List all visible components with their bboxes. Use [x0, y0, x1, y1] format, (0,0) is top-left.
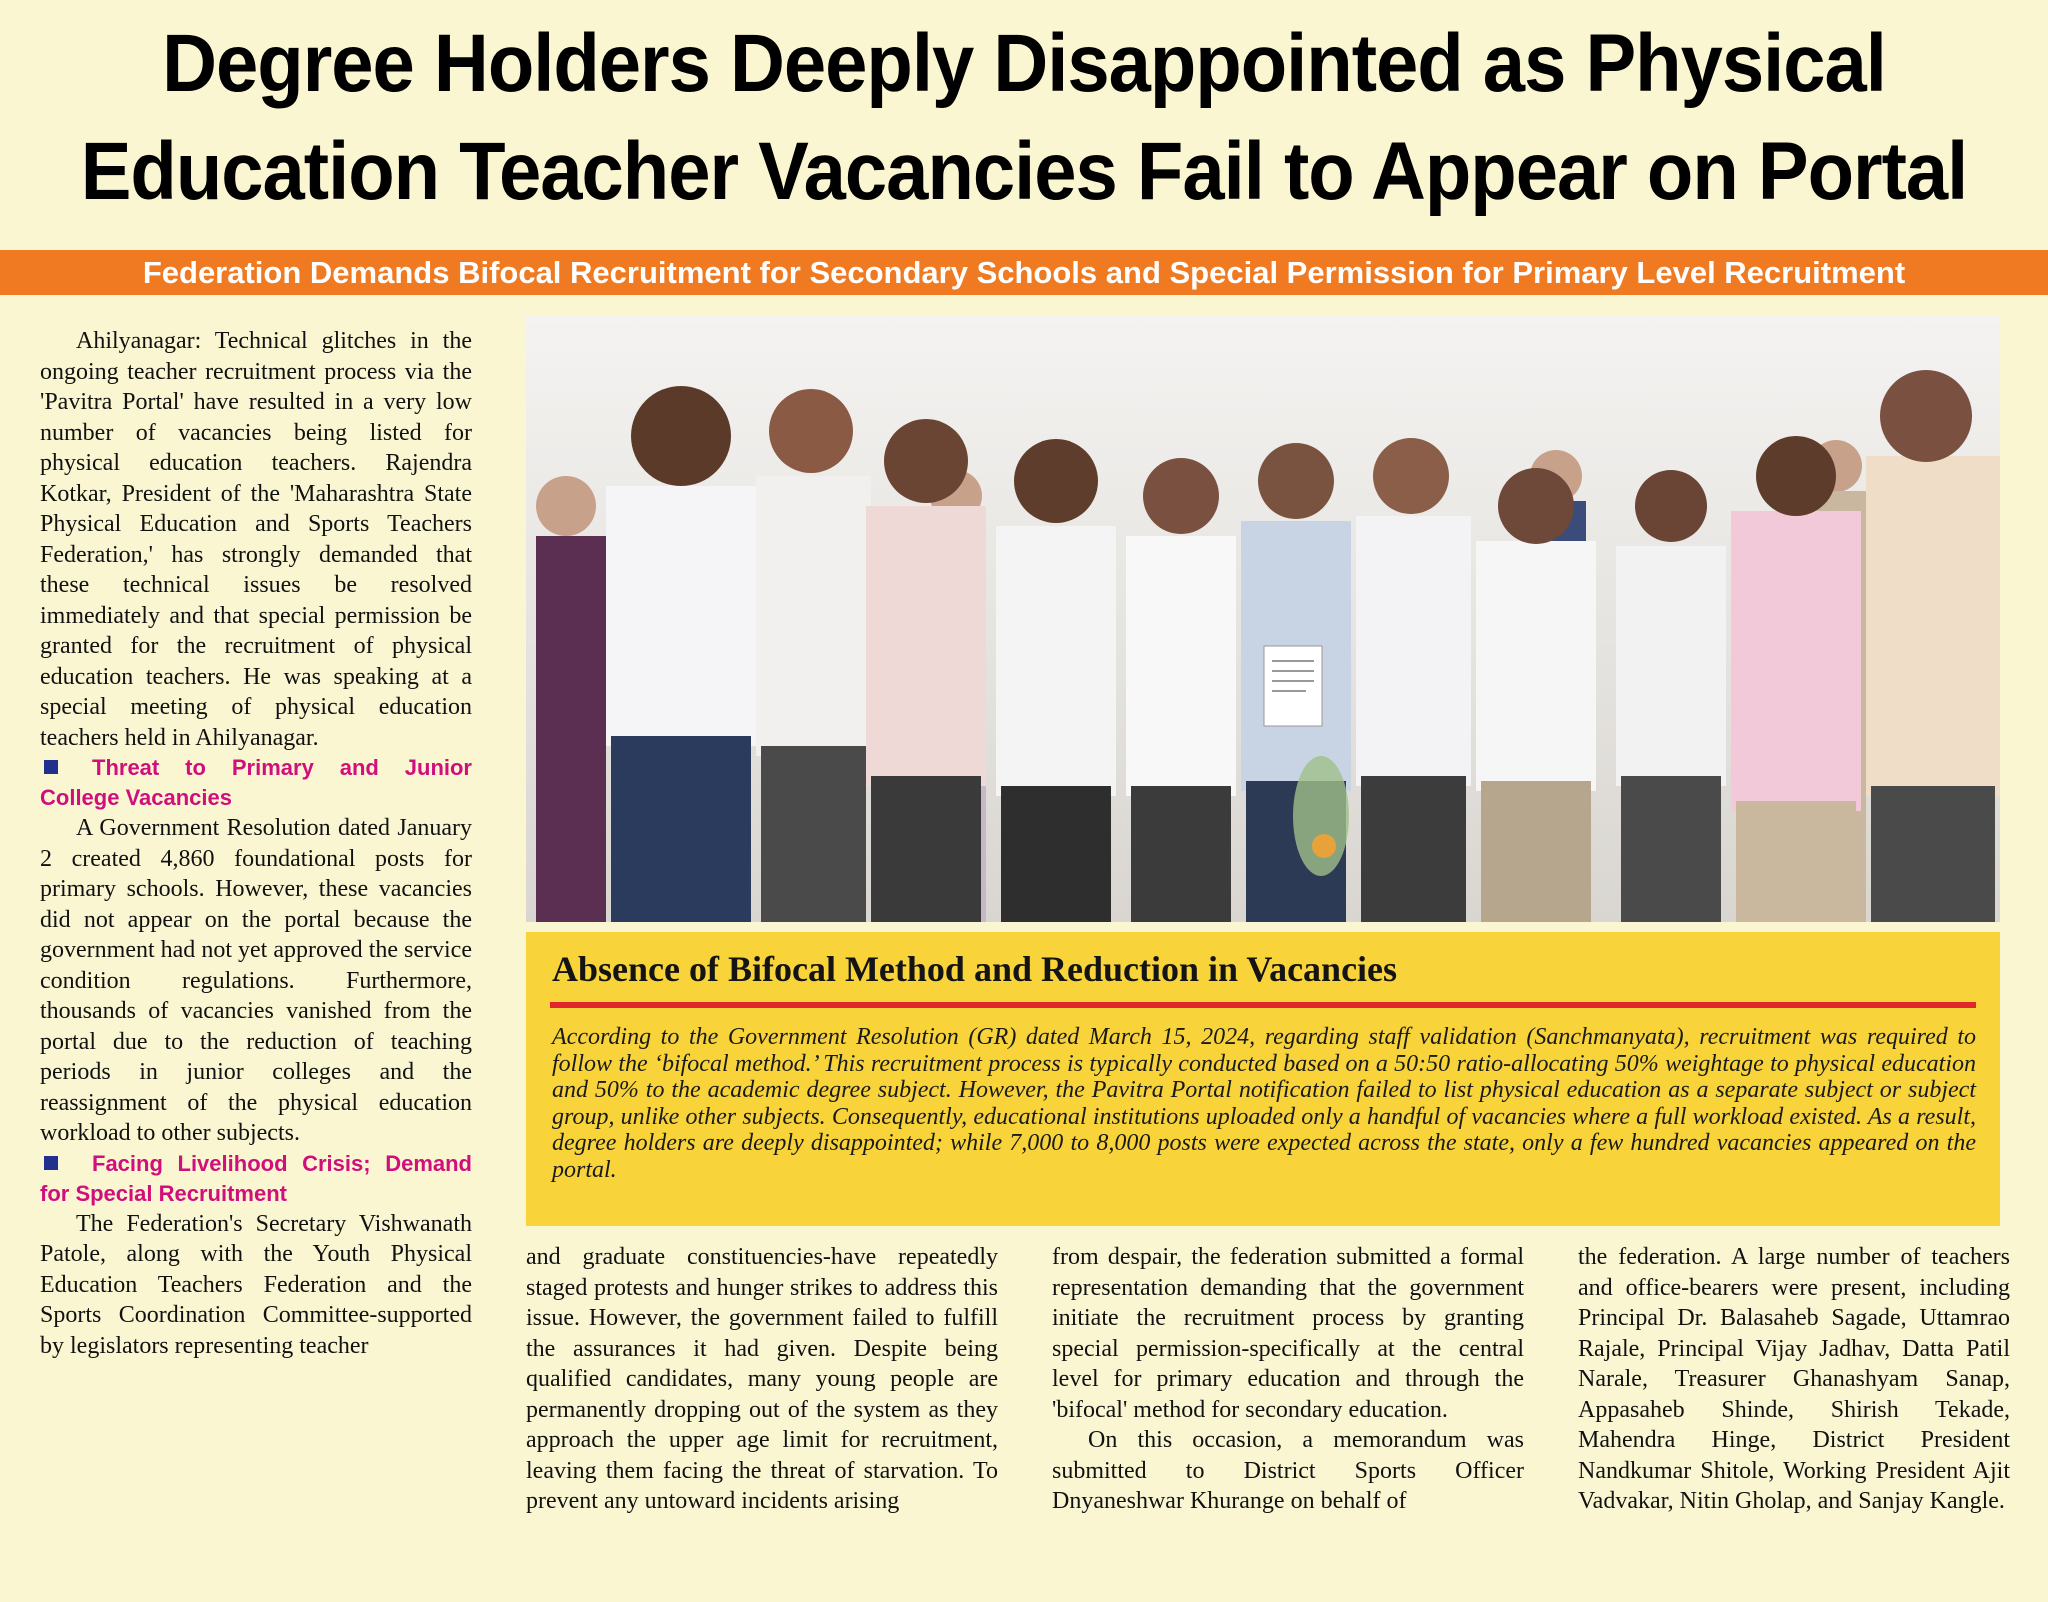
subheadline-bar: [0, 250, 2048, 295]
section-2-heading: [40, 1149, 472, 1209]
memorandum-paragraph-part-1: On this occasion, a memorandum was submitted to District Sports Officer Dnyaneshwar Khurange on behalf of: [1052, 1427, 1524, 1514]
section-2-heading-text: Facing Livelihood Crisis; Demand for Special Recruitment: [40, 1150, 472, 1206]
square-bullet-icon: [44, 760, 58, 774]
section-2-paragraph-part-3: from despair, the federation submitted a formal representation demanding that the government initiate the recruitment process by granting special permission-specifically at the central level for primary education and through the 'bifocal' method for secondary education.: [1052, 1244, 1524, 1423]
article-column-3: [1052, 1242, 1524, 1517]
subheadline: Federation Demands Bifocal Recruitment for Secondary Schools and Special Permission for Primary Level Recruitment: [142, 254, 1906, 290]
section-2-paragraph-part-1: The Federation's Secretary Vishwanath Patole, along with the Youth Physical Education Teachers Federation and the Sports Coordination Committee-supported by legislators representing teacher: [40, 1210, 472, 1359]
headline: [10, 10, 2038, 226]
section-2-paragraph-part-2: and graduate constituencies-have repeatedly staged protests and hunger strikes to address this issue. However, the government failed to fulfill the assurances it had given. Despite being qualified candidates, many young people are permanently dropping out of the system as they approach the upper age limit for recruitment, leaving them facing the threat of starvation. To prevent any untoward incidents arising: [526, 1244, 998, 1514]
sidebar-box-body: According to the Government Resolution (GR) dated March 15, 2024, regarding staff validation (Sanchmanyata), recruitment was required to follow the ‘bifocal method.’ This recruitment process is typically conducted based on a 50:50 ratio-allocating 50% weightage to physical education and 50% to the academic degree subject. However, the Pavitra Portal notification failed to list physical education as a separate subject or subject group, unlike other subjects. Consequently, educational institutions uploaded only a handful of vacancies where a full workload existed. As a result, degree holders are deeply disappointed; while 7,000 to 8,000 posts were expected across the state, only a few hundred vacancies appeared on the portal.: [552, 1024, 1976, 1183]
headline-line-1: Degree Holders Deeply Disappointed as Physical: [162, 17, 1886, 110]
article-column-4: [1578, 1242, 2010, 1517]
sidebar-box-title: Absence of Bifocal Method and Reduction in Vacancies: [552, 949, 1398, 989]
section-1-paragraph: A Government Resolution dated January 2 created 4,860 foundational posts for primary schools. However, these vacancies did not appear on the portal because the government had not yet approved the service condition regulations. Furthermore, thousands of vacancies vanished from the portal due to the reduction of teaching periods in junior colleges and the reassignment of the physical education workload to other subjects.: [40, 815, 472, 1146]
intro-paragraph: Ahilyanagar: Technical glitches in the ongoing teacher recruitment process via the 'Pavitra Portal' have resulted in a very low number of vacancies being listed for physical education teachers. Rajendra Kotkar, President of the 'Maharashtra State Physical Education and Sports Teachers Federation,' has strongly demanded that these technical issues be resolved immediately and that special permission be granted for the recruitment of physical education teachers. He was speaking at a special meeting of physical education teachers held in Ahilyanagar.: [40, 328, 472, 751]
square-bullet-icon: [44, 1156, 58, 1170]
article-column-1: [40, 326, 472, 1361]
memorandum-paragraph-part-2: the federation. A large number of teachers and office-bearers were present, including Principal Dr. Balasaheb Sagade, Uttamrao Rajale, Principal Vijay Jadhav, Datta Patil Narale, Treasurer Ghanashyam Sanap, Appasaheb Shinde, Shirish Tekade, Mahendra Hinge, District President Nandkumar Shitole, Working President Ajit Vadvakar, Nitin Gholap, and Sanjay Kangle.: [1578, 1244, 2010, 1514]
article-column-2: [526, 1242, 998, 1517]
article-photo: [526, 316, 2000, 922]
section-1-heading-text: Threat to Primary and Junior College Vacancies: [40, 755, 472, 810]
sidebar-box-rule: [550, 1002, 1976, 1008]
headline-line-2: Education Teacher Vacancies Fail to Appear on Portal: [80, 125, 1968, 218]
section-1-heading: [40, 753, 472, 813]
sidebar-box: [526, 932, 2000, 1226]
